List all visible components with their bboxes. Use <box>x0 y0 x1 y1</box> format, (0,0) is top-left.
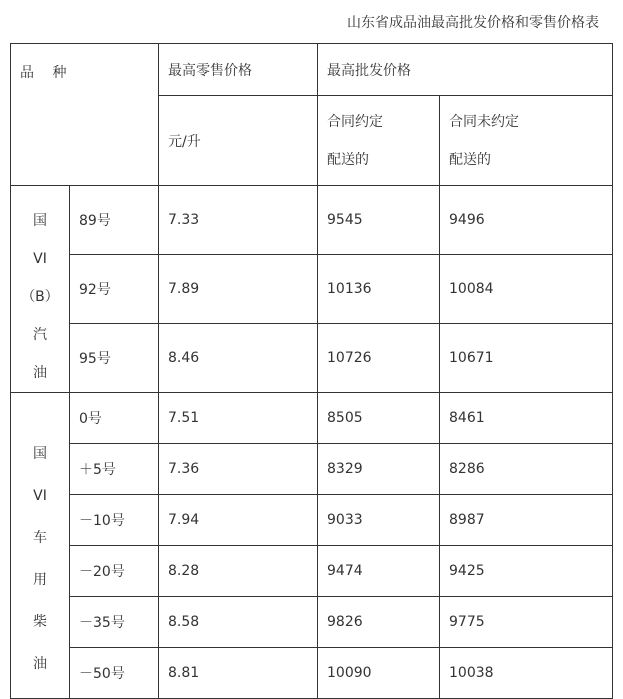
table-row <box>11 597 613 648</box>
noncontract-line-1: 合同未约定 <box>449 113 520 130</box>
retail-price-cell: 7.33 <box>159 186 318 255</box>
gasoline-label-char: （B） <box>21 289 59 305</box>
contract-price-cell: 8505 <box>318 393 440 444</box>
noncontract-price-cell: 8286 <box>440 444 613 495</box>
grade-cell: －10号 <box>70 495 159 546</box>
noncontract-price-cell: 10671 <box>440 324 613 393</box>
gasoline-label-char: 国 <box>33 213 47 229</box>
table-row <box>11 324 613 393</box>
diesel-label-char: 车 <box>33 530 47 546</box>
contract-price-cell: 10136 <box>318 255 440 324</box>
diesel-label-char: VI <box>33 488 47 504</box>
retail-price-cell: 8.58 <box>159 597 318 648</box>
noncontract-price-cell: 8461 <box>440 393 613 444</box>
retail-unit-header: 元/升 <box>159 96 318 186</box>
noncontract-price-cell: 8987 <box>440 495 613 546</box>
table-row <box>11 546 613 597</box>
diesel-label-char: 柴 <box>33 614 47 630</box>
gasoline-category-label <box>11 186 70 393</box>
noncontract-delivery-header <box>440 96 613 186</box>
grade-cell: 89号 <box>70 186 159 255</box>
grade-cell: ＋5号 <box>70 444 159 495</box>
contract-line-2: 配送的 <box>327 151 370 168</box>
grade-cell: －50号 <box>70 648 159 699</box>
retail-price-cell: 8.28 <box>159 546 318 597</box>
diesel-label-char: 国 <box>33 446 47 462</box>
retail-price-cell: 7.89 <box>159 255 318 324</box>
diesel-label-char: 油 <box>33 656 47 672</box>
contract-price-cell: 8329 <box>318 444 440 495</box>
gasoline-label-char: VI <box>33 251 47 267</box>
price-table <box>10 43 613 699</box>
table-row <box>11 495 613 546</box>
noncontract-price-cell: 10038 <box>440 648 613 699</box>
retail-price-cell: 8.46 <box>159 324 318 393</box>
retail-max-header: 最高零售价格 <box>159 44 318 96</box>
noncontract-price-cell: 9775 <box>440 597 613 648</box>
grade-cell: 92号 <box>70 255 159 324</box>
grade-cell: －20号 <box>70 546 159 597</box>
gasoline-label-char: 油 <box>33 365 47 381</box>
retail-price-cell: 7.36 <box>159 444 318 495</box>
contract-price-cell: 9474 <box>318 546 440 597</box>
retail-price-cell: 7.51 <box>159 393 318 444</box>
diesel-category-label <box>11 393 70 699</box>
grade-cell: 95号 <box>70 324 159 393</box>
document-title: 山东省成品油最高批发价格和零售价格表 <box>347 15 599 31</box>
contract-price-cell: 9033 <box>318 495 440 546</box>
grade-cell: －35号 <box>70 597 159 648</box>
table-row <box>11 648 613 699</box>
noncontract-price-cell: 9425 <box>440 546 613 597</box>
grade-cell: 0号 <box>70 393 159 444</box>
table-row <box>11 255 613 324</box>
retail-price-cell: 7.94 <box>159 495 318 546</box>
table-row <box>11 186 613 255</box>
contract-delivery-header <box>318 96 440 186</box>
table-row <box>11 393 613 444</box>
contract-price-cell: 10726 <box>318 324 440 393</box>
contract-price-cell: 9545 <box>318 186 440 255</box>
contract-price-cell: 9826 <box>318 597 440 648</box>
noncontract-price-cell: 9496 <box>440 186 613 255</box>
noncontract-price-cell: 10084 <box>440 255 613 324</box>
variety-header: 品 种 <box>11 44 159 186</box>
noncontract-line-2: 配送的 <box>449 151 492 168</box>
contract-price-cell: 10090 <box>318 648 440 699</box>
diesel-label-char: 用 <box>33 572 47 588</box>
gasoline-label-char: 汽 <box>33 327 47 343</box>
contract-line-1: 合同约定 <box>327 113 384 130</box>
wholesale-max-header: 最高批发价格 <box>318 44 613 96</box>
table-row <box>11 444 613 495</box>
header-row-1 <box>11 44 613 96</box>
retail-price-cell: 8.81 <box>159 648 318 699</box>
